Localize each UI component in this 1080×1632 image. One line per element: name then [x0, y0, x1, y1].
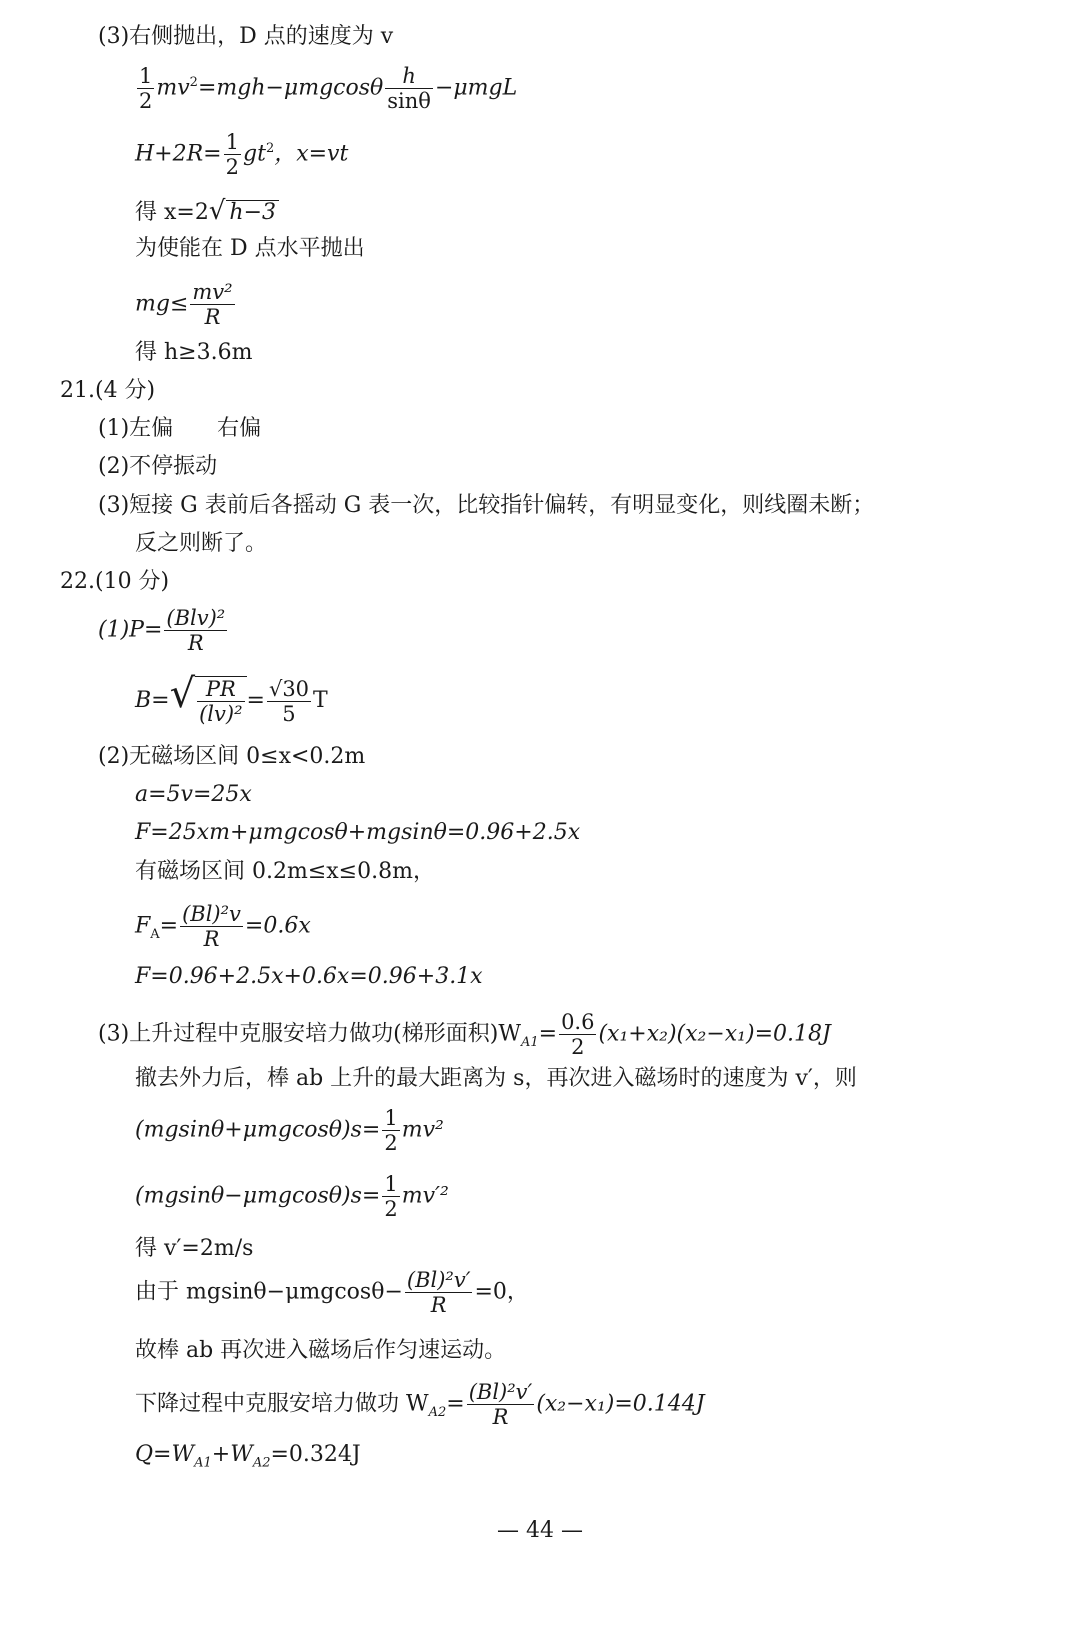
fraction	[385, 64, 433, 113]
q21-part1	[98, 414, 261, 444]
text: a=5v=25x	[135, 782, 252, 807]
denominator: R	[492, 1405, 509, 1429]
q22-energy-down	[135, 1172, 449, 1221]
term: −μmgL	[434, 75, 518, 101]
term: =	[538, 1021, 558, 1047]
term: =	[159, 913, 179, 939]
term: =	[446, 1391, 465, 1417]
result-x	[135, 196, 279, 228]
page-number	[0, 1518, 1080, 1543]
term: (1)P=	[98, 617, 163, 643]
text: (1)左偏 右偏	[98, 416, 262, 441]
q22-work-up	[98, 1010, 831, 1059]
subscript: A	[150, 926, 160, 942]
q22-remove-force	[135, 1064, 857, 1094]
numerator: mv²	[192, 280, 233, 304]
term: (x₁+x₂)(x₂−x₁)=0.18J	[598, 1021, 831, 1047]
term: (mgsinθ−μmgcosθ)s=	[135, 1183, 381, 1209]
denominator: 2	[225, 155, 239, 179]
q22-work-down	[135, 1380, 705, 1429]
text: 得 v′=2m/s	[135, 1236, 254, 1261]
q22-balance	[135, 1268, 529, 1317]
q22-field-interval	[135, 857, 435, 887]
term: =0，	[474, 1279, 529, 1305]
text: (2)无磁场区间 0≤x<0.2m	[98, 744, 366, 769]
term: 由于 mgsinθ−μmgcosθ−	[135, 1279, 403, 1305]
term: mv′²	[401, 1183, 449, 1209]
radicand: h−3	[226, 200, 279, 225]
q22-force-1	[135, 818, 580, 848]
denominator: 2	[571, 1035, 585, 1059]
q21-part3	[98, 491, 874, 521]
q22-uniform-motion	[135, 1336, 506, 1366]
denominator: (lv)²	[199, 702, 243, 726]
denominator: R	[203, 927, 220, 951]
q22-force-2	[135, 962, 483, 992]
equation-energy: $\frac{1}{2}$ $mv^2=mgh-\mu mgcos\theta$ $\frac{h}{\sin\theta}$ −μmgL	[139, 64, 518, 113]
unit: T	[313, 688, 328, 713]
term: mg≤	[135, 291, 189, 317]
term: 得 x=2	[135, 200, 209, 225]
q22-energy-up	[135, 1106, 444, 1155]
text: (3)短接 G 表前后各摇动 G 表一次，比较指针偏转，有明显变化，则线圈未断；	[98, 493, 875, 518]
text: (3)右侧抛出，D 点的速度为 v	[98, 24, 394, 49]
term: =mgh−μmgcosθ	[197, 75, 384, 101]
denominator: R	[187, 631, 204, 655]
text: F=0.96+2.5x+0.6x=0.96+3.1x	[135, 964, 483, 989]
term: H+2R=	[135, 141, 222, 167]
denominator: 5	[282, 701, 296, 726]
numerator: 1	[384, 1172, 398, 1196]
term: +W	[211, 1442, 253, 1467]
q22-accel	[135, 780, 252, 810]
q21-part3-cont	[135, 529, 267, 559]
subscript: A1	[520, 1034, 539, 1050]
denominator: 2	[139, 89, 153, 113]
fraction	[190, 280, 234, 329]
numerator: 1	[139, 64, 153, 88]
page-number-text: — 44 —	[497, 1518, 583, 1543]
text: 有磁场区间 0.2m≤x≤0.8m，	[135, 859, 435, 884]
text: 22.(10 分)	[60, 569, 170, 594]
term: Q=W	[135, 1442, 195, 1467]
equation-projectile: H+2R= $\frac{1}{2}$ $gt^2$，x=vt	[135, 130, 349, 179]
denominator: R	[204, 305, 221, 329]
numerator: 0.6	[561, 1010, 595, 1034]
radical	[169, 671, 247, 726]
subscript: A2	[252, 1455, 271, 1471]
q22-field-equation	[135, 671, 328, 726]
term: =	[246, 688, 265, 713]
numerator: PR	[197, 677, 244, 702]
numerator: 1	[225, 130, 239, 154]
text: 得 h≥3.6m	[135, 340, 253, 365]
term: mv	[156, 75, 190, 101]
term: 下降过程中克服安培力做功 W	[135, 1391, 429, 1417]
question-22-heading	[60, 567, 169, 597]
q22-total-heat	[135, 1440, 361, 1478]
line-3-right-throw	[98, 22, 393, 52]
text: 反之则断了。	[135, 531, 268, 556]
fraction	[267, 677, 311, 726]
numerator: (Bl)²v′	[468, 1380, 533, 1404]
fraction	[224, 130, 241, 179]
sqrt-icon: √	[208, 196, 226, 226]
text: (2)不停振动	[98, 454, 218, 479]
fraction	[467, 1380, 535, 1429]
term: gt	[243, 141, 266, 167]
numerator: (Bl)²v	[182, 902, 241, 926]
fraction	[197, 677, 244, 726]
denominator: 2	[384, 1131, 398, 1155]
text: 为使能在 D 点水平抛出	[135, 236, 365, 261]
subscript: A1	[194, 1455, 212, 1471]
numerator: h	[385, 64, 433, 89]
term: (mgsinθ+μmgcosθ)s=	[135, 1117, 381, 1143]
fraction	[382, 1106, 399, 1155]
numerator: (Bl)²v′	[406, 1268, 471, 1292]
q21-part2	[98, 452, 217, 482]
numerator: 1	[384, 1106, 398, 1130]
fraction	[559, 1010, 596, 1059]
text: 故棒 ab 再次进入磁场后作匀速运动。	[135, 1338, 507, 1363]
q22-ampere-force	[135, 902, 311, 951]
text: 撤去外力后，棒 ab 上升的最大距离为 s，再次进入磁场时的速度为 v′，则	[135, 1066, 857, 1091]
q22-power-equation	[98, 606, 229, 655]
condition-text	[135, 234, 365, 264]
fraction	[405, 1268, 473, 1317]
numerator: √30	[268, 676, 310, 701]
result-h	[135, 338, 252, 368]
fraction	[137, 64, 154, 113]
term: =0.6x	[244, 913, 311, 939]
denominator: sinθ	[387, 89, 431, 113]
numerator: (Blv)²	[166, 606, 226, 630]
fraction	[382, 1172, 399, 1221]
term: (x₂−x₁)=0.144J	[536, 1391, 705, 1417]
question-21-heading	[60, 376, 155, 406]
text: 21.(4 分)	[60, 378, 156, 403]
text: F=25xm+μmgcosθ+mgsinθ=0.96+2.5x	[135, 820, 581, 845]
denominator: R	[430, 1293, 447, 1317]
term: mv²	[401, 1117, 444, 1143]
subscript: A2	[428, 1404, 447, 1420]
denominator: 2	[384, 1197, 398, 1221]
inequality-mg	[135, 280, 237, 329]
fraction	[180, 902, 243, 951]
term: ，x=vt	[274, 141, 349, 167]
term: (3)上升过程中克服安培力做功(梯形面积)W	[98, 1021, 521, 1047]
q22-velocity-result	[135, 1234, 253, 1264]
fraction	[164, 606, 227, 655]
term: =0.324J	[270, 1442, 361, 1467]
sqrt-icon: √	[169, 671, 196, 717]
q22-part2-heading	[98, 742, 365, 772]
term: B=	[135, 688, 170, 713]
term: F	[135, 913, 151, 939]
